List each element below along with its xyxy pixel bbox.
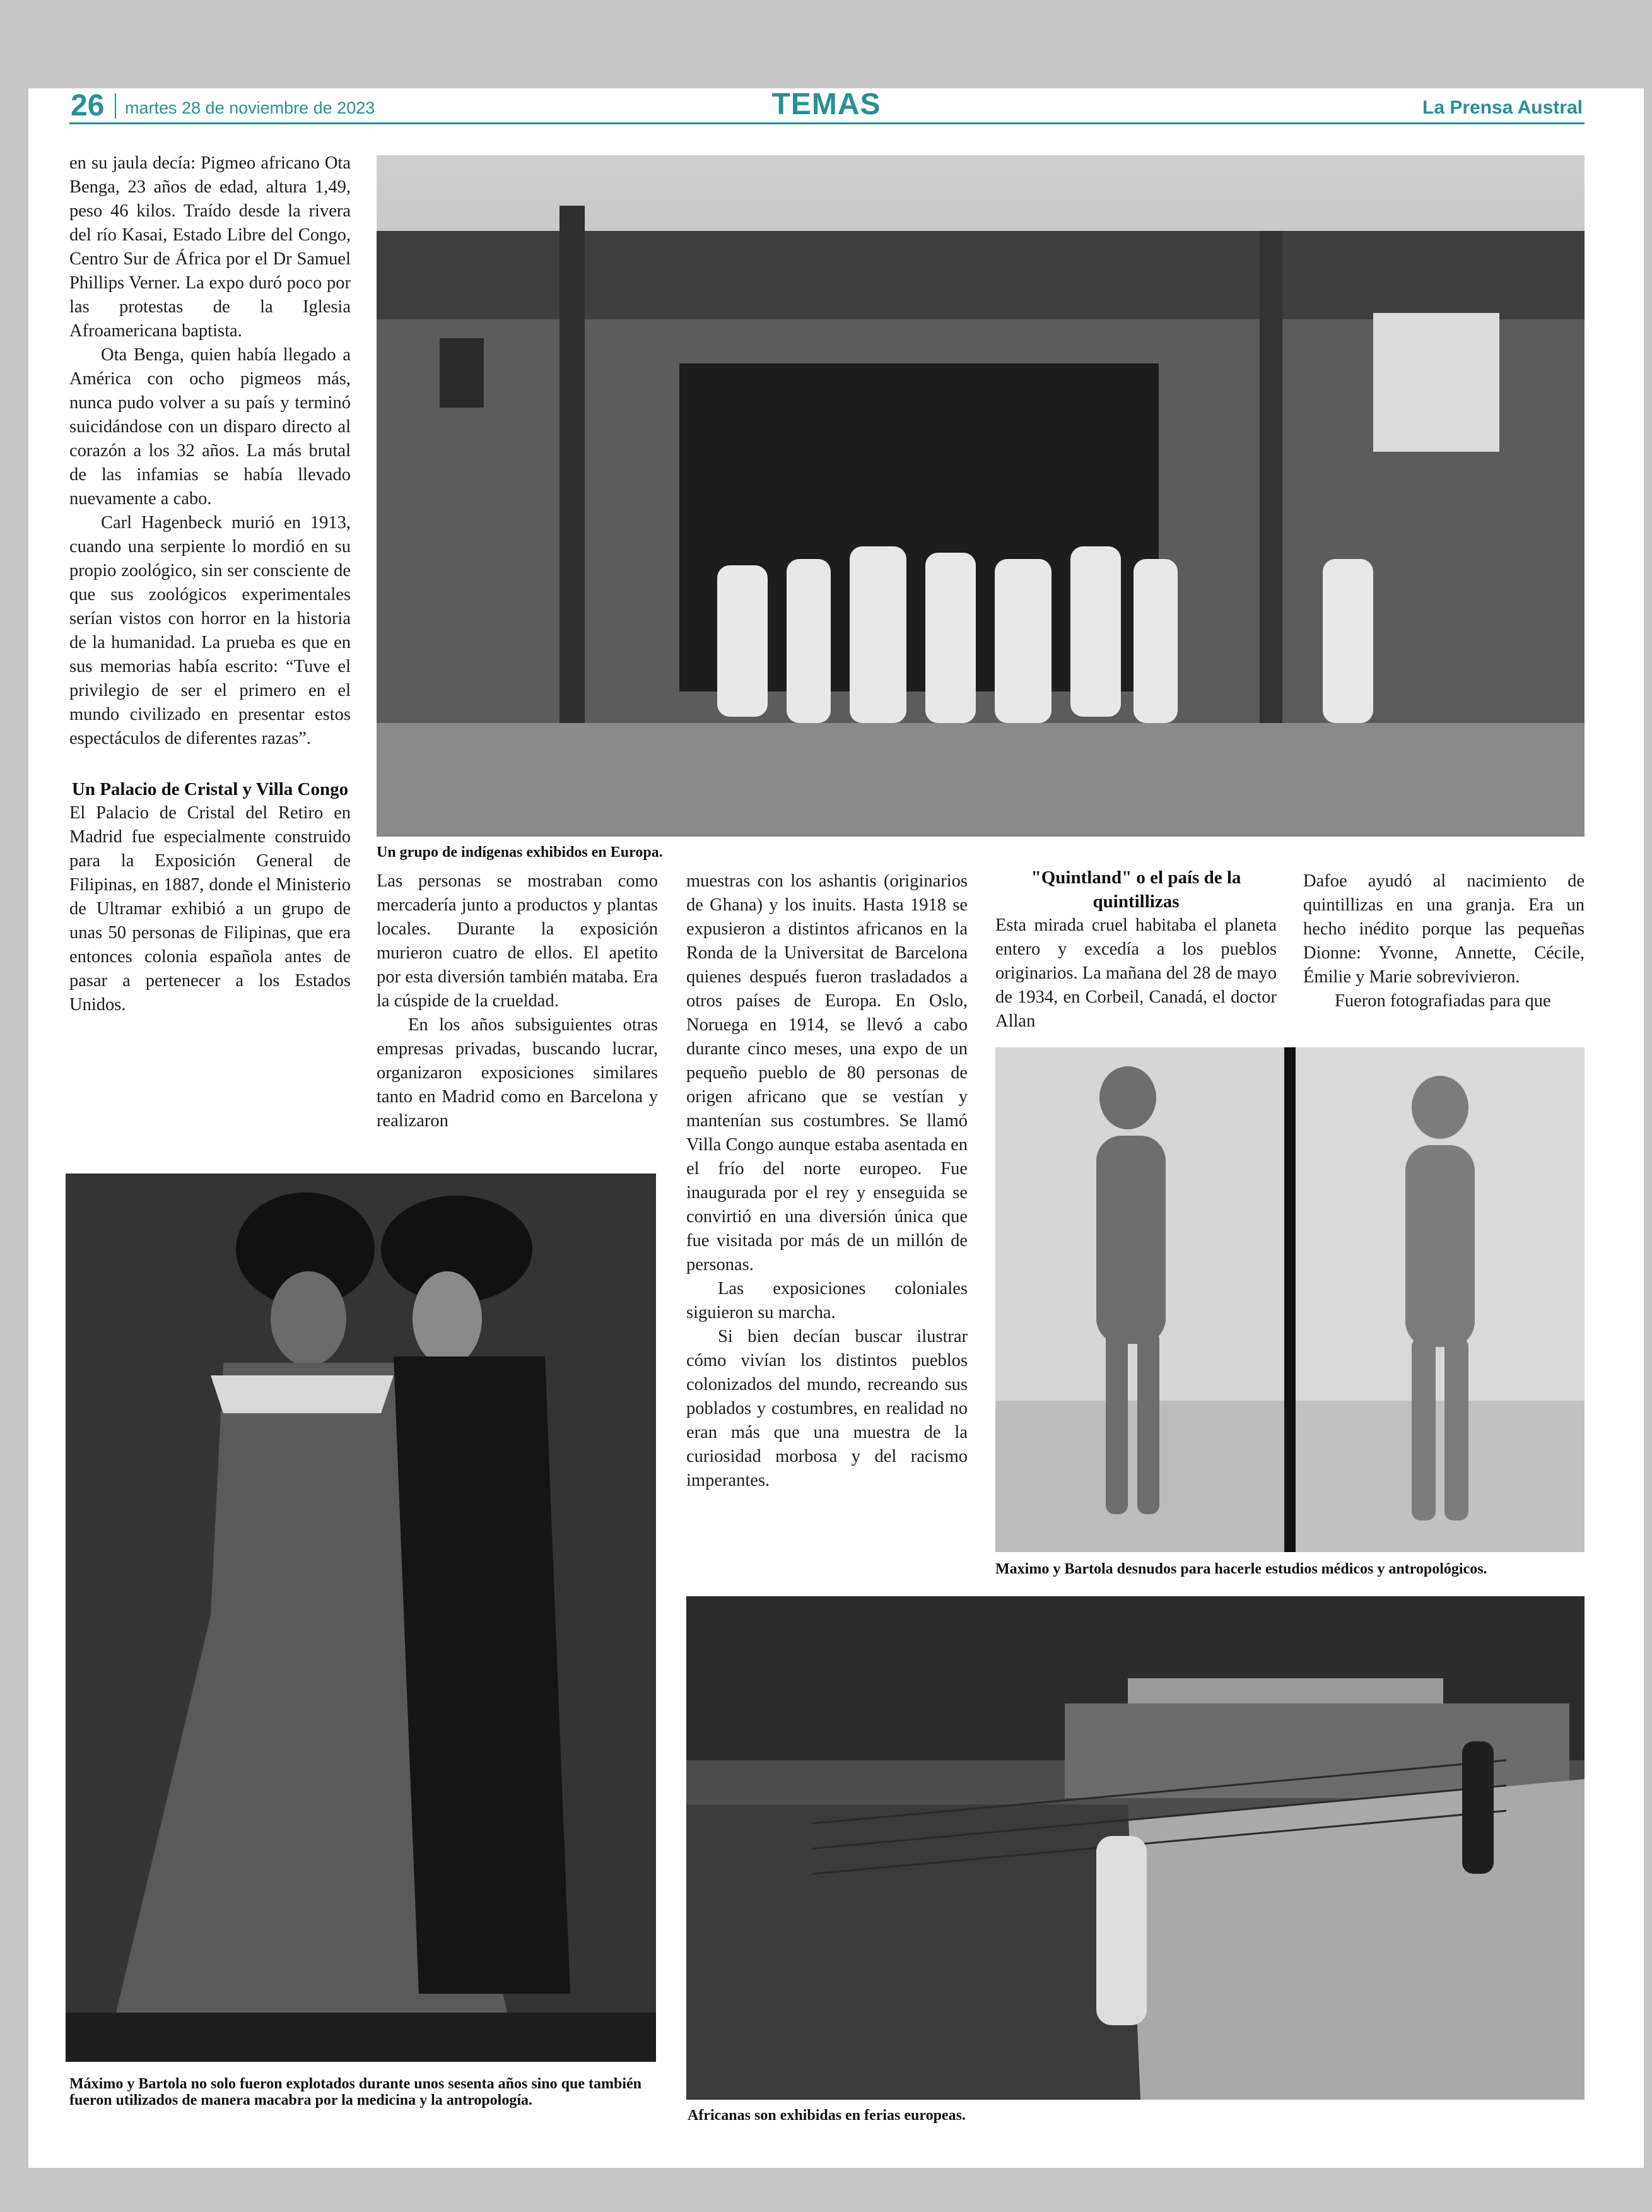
paragraph: Carl Hagenbeck murió en 1913, cuando una serpiente lo mordió en su propio zoológico, sin ser consciente de que sus zoológicos experimentales serían vistos con horror en la historia de la humanidad. La prueba es que en sus memorias había escrito: “Tuve el privilegio de ser el primero en el mundo civilizado en presentar estos espectáculos de diferentes razas”. [69, 513, 351, 748]
masthead: La Prensa Austral [1422, 97, 1583, 118]
article-column-2 [377, 869, 658, 1133]
header-rule [69, 122, 1585, 124]
photo-indigenous-group [377, 155, 1585, 837]
paragraph: Esta mirada cruel habitaba el planeta entero y excedía a los pueblos originarios. La mañana del 28 de mayo de 1934, en Corbeil, Canadá, el doctor Allan [995, 915, 1277, 1031]
paragraph: En los años subsiguientes otras empresas privadas, buscando lucrar, organizaron exposiciones similares tanto en Madrid como en Barcelona y realizaron [377, 1015, 658, 1131]
article-column-3 [686, 869, 968, 1493]
caption-top-photo: Un grupo de indígenas exhibidos en Europa. [377, 844, 663, 861]
paragraph: Fueron fotografiadas para que [1335, 991, 1551, 1011]
paragraph: Ota Benga, quien había llegado a América con ocho pigmeos más, nunca pudo volver a su país y terminó suicidándose con un disparo directo al corazón a los 32 años. La más brutal de las infamias se había llevado nuevamente a cabo. [69, 345, 351, 509]
article-column-5 [1303, 869, 1585, 1013]
article-column-4 [995, 866, 1277, 1033]
paragraph: Si bien decían buscar ilustrar cómo vivían los distintos pueblos colonizados del mundo, recreando sus poblados y costumbres, en realidad no eran más que una muestra de la curiosidad morbosa y del racismo imperantes. [686, 1327, 968, 1490]
photo-maximo-bartola [66, 1174, 656, 2062]
article-column-1 [69, 151, 351, 1017]
header-date: martes 28 de noviembre de 2023 [125, 98, 375, 117]
caption-couple-photo: Máximo y Bartola no solo fueron explotados durante unos sesenta años sino que también fueron utilizados de manera macabra por la medicina y la antropología. [69, 2076, 641, 2109]
paragraph: Las exposiciones coloniales siguieron su marcha. [686, 1279, 968, 1322]
paragraph: El Palacio de Cristal del Retiro en Madrid fue especialmente construido para la Exposición General de Filipinas, en 1887, donde el Ministerio de Ultramar exhibió a un grupo de unas 50 personas de Filipinas, que era entonces colonia española antes de pasar a pertenecer a los Estados Unidos. [69, 803, 351, 1015]
photo-european-fair [686, 1596, 1585, 2100]
paragraph: en su jaula decía: Pigmeo africano Ota Benga, 23 años de edad, altura 1,49, peso 46 kilos. Traído desde la rivera del río Kasai, Estado Libre del Congo, Centro Sur de África por el Dr Samuel Phillips Verner. La expo duró poco por las protestas de la Iglesia Afroamericana baptista. [69, 153, 351, 341]
page-number: 26 [71, 89, 105, 122]
caption-nude-photo: Maximo y Bartola desnudos para hacerle estudios médicos y antropológicos. [995, 1561, 1487, 1577]
caption-fair-photo: Africanas son exhibidas en ferias europeas. [688, 2107, 966, 2124]
paragraph: Las personas se mostraban como mercadería junto a productos y plantas locales. Durante la exposición murieron cuatro de ellos. El apetito por esta diversión también mataba. Era la cúspide de la crueldad. [377, 871, 658, 1011]
photo-medical-study [995, 1047, 1585, 1552]
subheading: "Quintland" o el país de la quintillizas [1031, 868, 1241, 912]
paragraph: Dafoe ayudó al nacimiento de quintillizas en una granja. Era un hecho inédito porque las pequeñas Dionne: Yvonne, Annette, Cécile, Émilie y Marie sobrevivieron. [1303, 871, 1585, 987]
subheading: Un Palacio de Cristal y Villa Congo [71, 779, 349, 799]
section-title: TEMAS [771, 88, 881, 121]
paragraph: muestras con los ashantis (originarios de Ghana) y los inuits. Hasta 1918 se expusieron a distintos africanos en la Ronda de la Universitat de Barcelona quienes después fueron trasladados a otros países de Europa. En Oslo, Noruega en 1914, se llevó a cabo durante cinco meses, una expo de un pequeño pueblo de 80 personas de origen africano que se vestían y mantenían sus costumbres. Se llamó Villa Congo aunque estaba asentada en el frío del norte europeo. Fue inaugurada por el rey y enseguida se convirtió en una diversión única que fue visitada por más de un millón de personas. [686, 871, 968, 1274]
header-separator [115, 93, 116, 119]
